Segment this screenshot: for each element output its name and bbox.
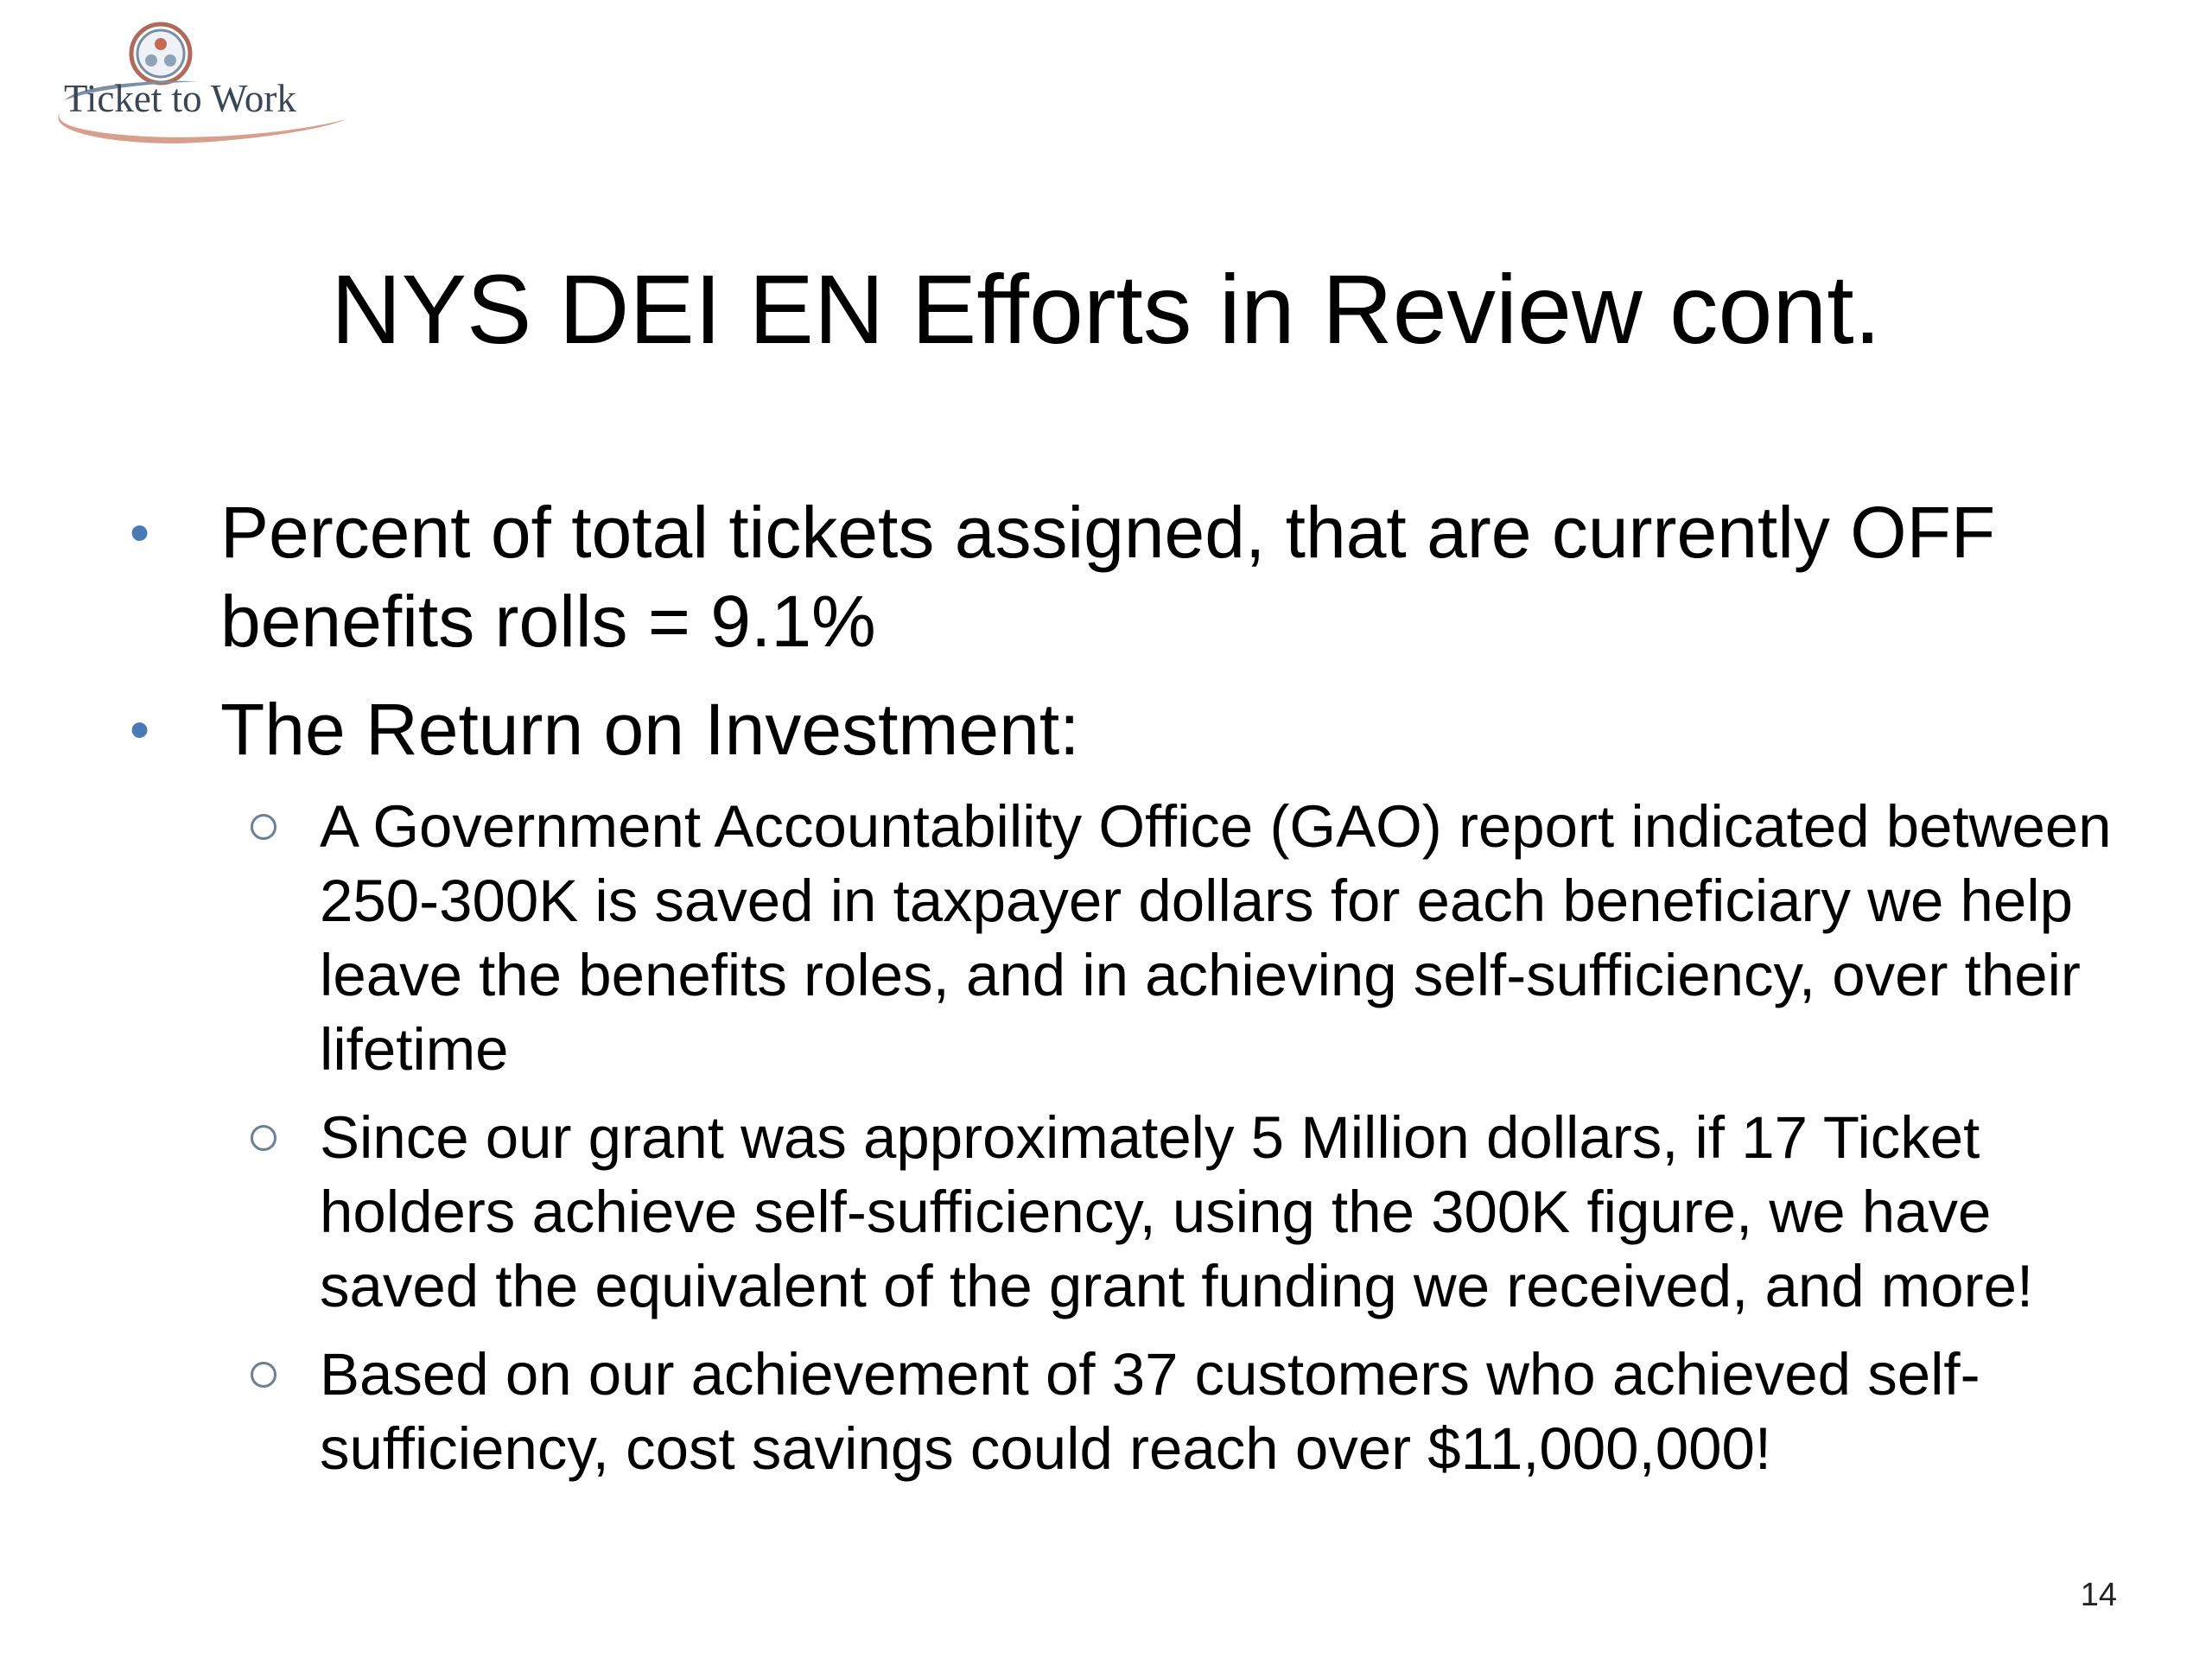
bullet-text: The Return on Investment:	[220, 689, 1080, 770]
ticket-to-work-logo	[26, 17, 354, 151]
bullet-item	[130, 488, 2117, 666]
sub-bullet-item	[220, 1101, 2117, 1324]
sub-bullet-list	[220, 790, 2117, 1486]
sub-bullet-item	[220, 790, 2117, 1087]
sub-bullet-text: A Government Accountability Office (GAO) report indicated between 250-300K is saved in taxpayer dollars for each beneficiary we help leave the benefits roles, and in achieving self-sufficiency, over their lifetime	[320, 793, 2112, 1083]
page-number: 14	[2080, 1577, 2117, 1613]
sub-bullet-item	[220, 1338, 2117, 1486]
slide-title: NYS DEI EN Efforts in Review cont.	[331, 255, 1881, 364]
bullet-icon: •	[130, 697, 150, 761]
hollow-circle-icon	[251, 1362, 276, 1388]
hollow-circle-icon	[251, 814, 276, 840]
bullet-icon: •	[130, 500, 150, 564]
sub-bullet-text: Based on our achievement of 37 customers who achieved self-sufficiency, cost savings could reach over $11,000,000!	[320, 1341, 1980, 1482]
slide-body	[130, 488, 2117, 1500]
bullet-item	[130, 685, 2117, 774]
logo-text: Ticket to Work	[64, 77, 296, 120]
hollow-circle-icon	[251, 1125, 276, 1151]
bullet-text: Percent of total tickets assigned, that are currently OFF benefits rolls = 9.1%	[220, 492, 1996, 662]
sub-bullet-text: Since our grant was approximately 5 Million dollars, if 17 Ticket holders achieve self-sufficiency, using the 300K figure, we have saved the equivalent of the grant funding we received, and more!	[320, 1104, 2034, 1319]
